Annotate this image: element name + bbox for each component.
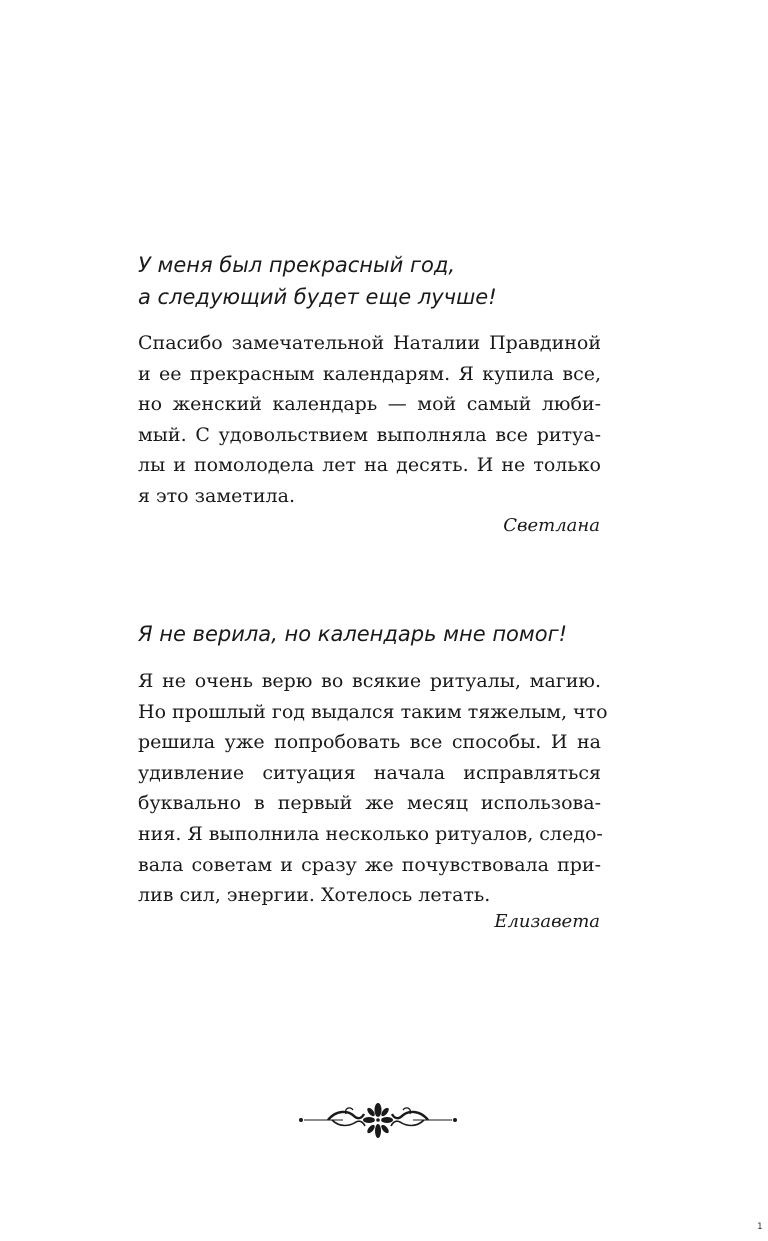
review-heading-1 <box>138 249 608 313</box>
review-heading-2-line-1: Я не верила, но календарь мне помог! <box>138 622 568 646</box>
review-body-2-line: ния. Я выполнила несколько ритуалов, следо- <box>138 822 603 845</box>
flourish-divider-icon <box>298 1098 458 1142</box>
review-body-1 <box>138 328 601 512</box>
review-body-2-line: Я не очень верю во всякие ритуалы, магию. <box>138 670 601 692</box>
review-body-1-line: Спасибо замечательной Наталии Правдиной <box>138 332 601 354</box>
review-heading-2 <box>138 618 608 650</box>
review-body-1-line: и ее прекрасным календарям. Я купила все, <box>138 362 601 385</box>
review-body-1-line: лы и помолодела лет на десять. И не только <box>138 454 601 477</box>
review-body-2-line: буквально в первый же месяц использова- <box>138 792 601 815</box>
review-author-1: Светлана <box>503 515 600 536</box>
review-heading-1-line-1: У меня был прекрасный год, <box>138 253 456 277</box>
page-number: 1 <box>757 1222 763 1232</box>
review-body-1-line: я это заметила. <box>138 484 295 507</box>
review-body-1-line: мый. С удовольствием выполняла все ритуа- <box>138 423 601 446</box>
review-body-2-line: вала советам и сразу же почувствовала при- <box>138 853 601 876</box>
review-body-2-line: Но прошлый год выдался таким тяжелым, что <box>138 700 608 723</box>
review-body-2-line: лив сил, энергии. Хотелось летать. <box>138 884 491 907</box>
review-body-2 <box>138 666 608 911</box>
review-body-2-line: удивление ситуация начала исправляться <box>138 761 601 784</box>
review-body-2-line: решила уже попробовать все способы. И на <box>138 731 601 754</box>
review-author-2: Елизавета <box>494 911 600 932</box>
review-heading-1-line-2: а следующий будет еще лучше! <box>138 285 497 309</box>
review-body-1-line: но женский календарь — мой самый люби- <box>138 393 601 416</box>
